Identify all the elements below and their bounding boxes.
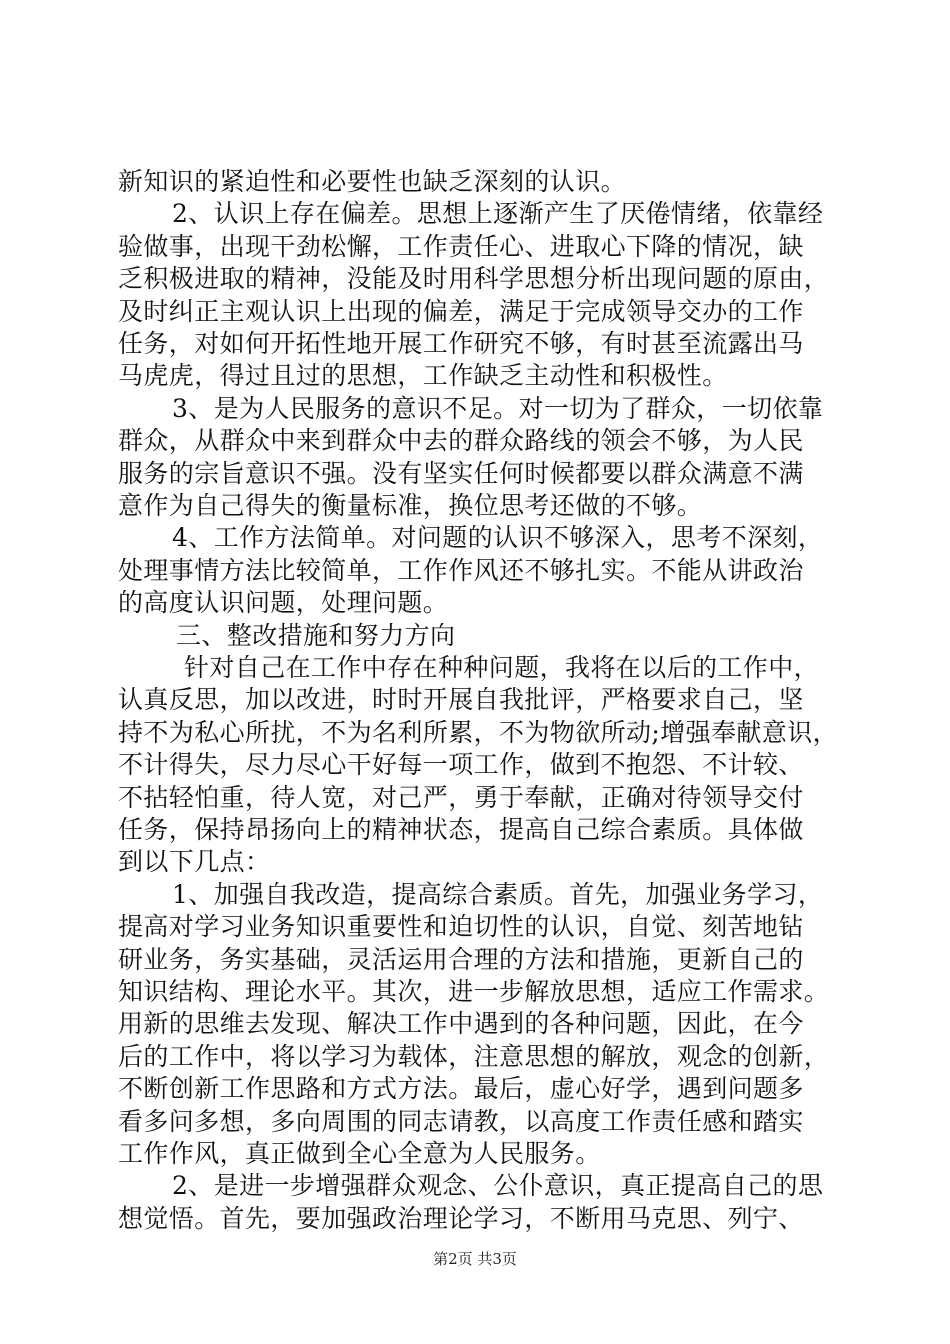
text-line: 1、加强自我改造，提高综合素质。首先，加强业务学习，	[172, 879, 824, 909]
text-line: 意作为自己得失的衡量标准，换位思考还做的不够。	[118, 491, 703, 520]
text-line: 看多问多想，多向周围的同志请教，以高度工作责任感和踏实	[118, 1106, 804, 1136]
text-line: 任务，保持昂扬向上的精神状态，提高自己综合素质。具体做	[118, 815, 804, 844]
text-line: 针对自己在工作中存在种种问题，我将在以后的工作中，	[184, 653, 820, 682]
text-line: 的高度认识问题，处理问题。	[118, 588, 449, 618]
text-line: 服务的宗旨意识不强。没有坚实任何时候都要以群众满意不满	[118, 458, 804, 488]
text-line: 不断创新工作思路和方式方法。最后，虚心好学，遇到问题多	[118, 1074, 804, 1104]
text-line: 提高对学习业务知识重要性和迫切性的认识，自觉、刻苦地钻	[118, 912, 804, 942]
text-line: 工作作风，真正做到全心全意为人民服务。	[118, 1139, 601, 1168]
text-line: 不计得失，尽力尽心干好每一项工作，做到不抱怨、不计较、	[118, 750, 804, 780]
text-line: 不拈轻怕重，待人宽，对己严，勇于奉献，正确对待领导交付	[118, 782, 804, 812]
text-line: 认真反思，加以改进，时时开展自我批评，严格要求自己，坚	[118, 685, 804, 715]
text-line: 新知识的紧迫性和必要性也缺乏深刻的认识。	[118, 167, 627, 196]
text-line: 3、是为人民服务的意识不足。对一切为了群众，一切依靠	[172, 393, 824, 423]
text-line: 2、是进一步增强群众观念、公仆意识，真正提高自己的思	[172, 1171, 824, 1201]
text-line: 到以下几点：	[118, 847, 271, 877]
text-line: 验做事，出现干劲松懈，工作责任心、进取心下降的情况，缺	[118, 231, 804, 261]
text-line: 乏积极进取的精神，没能及时用科学思想分析出现问题的原由，	[118, 264, 830, 294]
text-line: 任务，对如何开拓性地开展工作研究不够，有时甚至流露出马	[118, 329, 804, 358]
text-line: 2、认识上存在偏差。思想上逐渐产生了厌倦情绪，依靠经	[172, 199, 824, 229]
text-line: 及时纠正主观认识上出现的偏差，满足于完成领导交办的工作	[118, 296, 804, 326]
text-line: 群众，从群众中来到群众中去的群众路线的领会不够，为人民	[118, 426, 804, 456]
text-line: 想觉悟。首先，要加强政治理论学习，不断用马克思、列宁、	[118, 1203, 804, 1233]
text-line: 知识结构、理论水平。其次，进一步解放思想，适应工作需求。	[118, 977, 830, 1006]
text-line: 马虎虎，得过且过的思想，工作缺乏主动性和积极性。	[118, 361, 728, 391]
text-line: 处理事情方法比较简单，工作作风还不够扎实。不能从讲政治	[118, 555, 804, 585]
text-line: 用新的思维去发现、解决工作中遇到的各种问题，因此，在今	[118, 1009, 804, 1039]
section-heading: 三、整改措施和努力方向	[176, 620, 456, 650]
page-number-footer: 第2页 共3页	[433, 1250, 517, 1268]
text-line: 后的工作中，将以学习为载体，注意思想的解放，观念的创新，	[118, 1041, 830, 1071]
text-line: 4、工作方法简单。对问题的认识不够深入，思考不深刻，	[172, 523, 824, 553]
text-line: 持不为私心所扰，不为名利所累，不为物欲所动;增强奉献意识，	[118, 717, 839, 747]
text-line: 研业务，务实基础，灵活运用合理的方法和措施，更新自己的	[118, 944, 804, 974]
